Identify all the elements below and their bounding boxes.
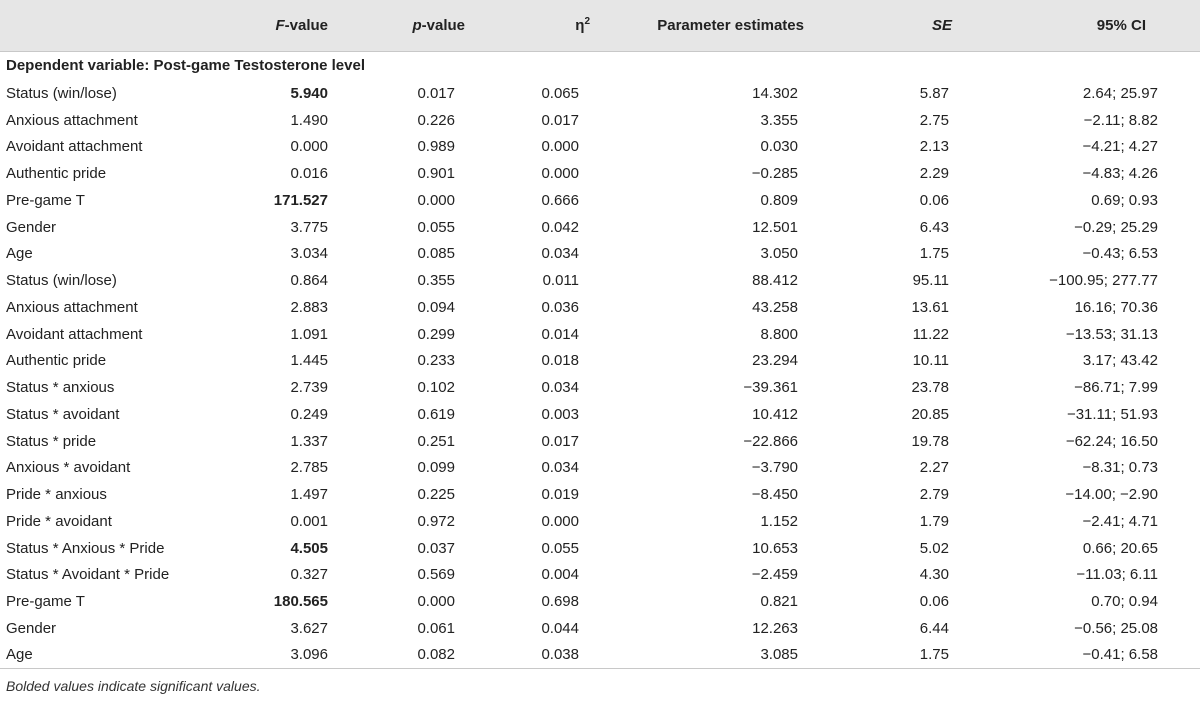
header-se-italic: SE	[931, 16, 952, 34]
cell-se: 2.79	[919, 486, 949, 504]
cell-eta-squared: 0.014	[541, 325, 579, 343]
cell-se: 6.44	[919, 619, 949, 637]
cell-p-value: 0.000	[417, 593, 455, 611]
cell-se: 13.61	[911, 298, 949, 316]
cell-se: 10.11	[912, 352, 949, 370]
table-row	[0, 455, 1200, 482]
cell-ci: 0.66; 20.65	[1082, 539, 1158, 557]
cell-label: Status * anxious	[6, 379, 115, 397]
header-f-value	[214, 0, 342, 51]
cell-se: 2.75	[919, 111, 949, 129]
cell-p-value: 0.972	[417, 512, 455, 530]
cell-se: 0.06	[919, 191, 949, 209]
cell-f-value: 1.497	[290, 486, 328, 504]
table-row	[0, 535, 1200, 562]
cell-ci: 0.70; 0.94	[1091, 593, 1158, 611]
cell-p-value: 0.251	[417, 432, 455, 450]
cell-parameter-estimate: −22.866	[743, 432, 798, 450]
cell-p-value: 0.017	[417, 84, 455, 102]
cell-se: 5.87	[919, 84, 949, 102]
cell-f-value: 1.337	[290, 432, 328, 450]
cell-label: Status * avoidant	[6, 405, 120, 423]
cell-parameter-estimate: 0.030	[760, 138, 798, 156]
cell-ci: −11.03; 6.11	[1076, 566, 1158, 584]
cell-se: 5.02	[919, 539, 949, 557]
cell-label: Anxious attachment	[6, 298, 138, 316]
cell-se: 11.22	[912, 325, 949, 343]
cell-parameter-estimate: 10.653	[752, 539, 798, 557]
cell-label: Anxious attachment	[6, 111, 138, 129]
table-footnote: Bolded values indicate significant values.	[6, 678, 261, 694]
cell-eta-squared: 0.018	[541, 352, 579, 370]
cell-p-value: 0.102	[417, 379, 455, 397]
cell-p-value: 0.901	[417, 165, 455, 183]
cell-eta-squared: 0.034	[541, 245, 579, 263]
cell-eta-squared: 0.042	[541, 218, 579, 236]
section-row	[0, 51, 1200, 80]
cell-label: Avoidant attachment	[6, 138, 143, 156]
cell-ci: −2.41; 4.71	[1082, 512, 1158, 530]
cell-ci: 2.64; 25.97	[1082, 84, 1158, 102]
cell-f-value: 3.096	[214, 642, 342, 669]
cell-parameter-estimate: 0.809	[760, 191, 798, 209]
cell-p-value: 0.225	[417, 486, 455, 504]
cell-ci: 3.17; 43.42	[1082, 352, 1158, 370]
cell-eta-squared: 0.034	[541, 459, 579, 477]
cell-eta-squared: 0.044	[541, 619, 579, 637]
cell-ci: 0.69; 0.93	[1091, 191, 1158, 209]
cell-label: Authentic pride	[6, 165, 107, 183]
cell-label: Gender	[6, 218, 57, 236]
cell-parameter-estimate: 8.800	[760, 325, 798, 343]
cell-eta-squared: 0.666	[541, 191, 579, 209]
cell-se: 0.06	[919, 593, 949, 611]
cell-parameter-estimate: −2.459	[751, 566, 798, 584]
cell-f-value: 3.775	[290, 218, 328, 236]
table-row	[0, 294, 1200, 321]
cell-eta-squared: 0.003	[541, 405, 579, 423]
cell-eta-squared: 0.017	[541, 111, 579, 129]
cell-parameter-estimate: 0.821	[760, 593, 798, 611]
header-eta-squared	[489, 0, 616, 51]
cell-f-value: 1.490	[290, 111, 328, 129]
cell-parameter-estimate: −8.450	[751, 486, 798, 504]
cell-ci: −8.31; 0.73	[1082, 459, 1158, 477]
cell-se: 23.78	[911, 379, 949, 397]
cell-ci: −0.56; 25.08	[1074, 619, 1158, 637]
cell-p-value: 0.085	[417, 245, 455, 263]
cell-eta-squared: 0.017	[541, 432, 579, 450]
cell-ci: 16.16; 70.36	[1074, 298, 1158, 316]
header-parameter-estimates: Parameter estimates	[616, 0, 836, 51]
cell-ci: −4.83; 4.26	[1082, 165, 1158, 183]
table-row	[0, 134, 1200, 161]
header-ci: 95% CI	[980, 0, 1200, 51]
table-row	[0, 241, 1200, 268]
cell-label: Pride * anxious	[6, 486, 107, 504]
cell-parameter-estimate: 14.302	[752, 84, 798, 102]
cell-eta-squared: 0.065	[541, 84, 579, 102]
cell-f-value: 0.000	[290, 138, 328, 156]
header-eta-base: η	[575, 16, 585, 34]
cell-p-value: 0.299	[417, 325, 455, 343]
cell-f-value: 2.785	[290, 459, 328, 477]
cell-eta-squared: 0.038	[489, 642, 616, 669]
cell-f-value: 2.883	[290, 298, 328, 316]
table-row	[0, 160, 1200, 187]
cell-se: 2.27	[919, 459, 949, 477]
cell-p-value: 0.037	[417, 539, 455, 557]
cell-se: 1.75	[919, 245, 949, 263]
cell-se: 95.11	[912, 272, 949, 290]
table-row	[0, 214, 1200, 241]
header-f-italic: F	[275, 16, 285, 34]
table-row	[0, 107, 1200, 134]
cell-ci: −13.53; 31.13	[1065, 325, 1158, 343]
cell-se: 4.30	[919, 566, 949, 584]
cell-parameter-estimate: −39.361	[743, 379, 798, 397]
table-body	[0, 51, 1200, 669]
table-row	[0, 615, 1200, 642]
cell-f-value: 1.091	[290, 325, 328, 343]
table-row	[0, 187, 1200, 214]
cell-p-value: 0.989	[417, 138, 455, 156]
cell-se: 20.85	[911, 405, 949, 423]
cell-f-value: 5.940	[290, 84, 328, 102]
cell-eta-squared: 0.036	[541, 298, 579, 316]
header-f-rest: -value	[284, 16, 328, 34]
cell-parameter-estimate: 12.501	[752, 218, 798, 236]
cell-ci: −31.11; 51.93	[1066, 405, 1158, 423]
cell-label: Gender	[6, 619, 57, 637]
header-label	[0, 0, 214, 51]
header-row	[0, 0, 1200, 51]
header-p-rest: -value	[421, 16, 465, 34]
cell-f-value: 3.034	[290, 245, 328, 263]
table-row	[0, 374, 1200, 401]
cell-label: Age	[0, 642, 214, 669]
cell-parameter-estimate: 1.152	[760, 512, 798, 530]
cell-label: Avoidant attachment	[6, 325, 143, 343]
cell-se: 6.43	[919, 218, 949, 236]
cell-parameter-estimate: −3.790	[751, 459, 798, 477]
cell-eta-squared: 0.004	[541, 566, 579, 584]
cell-label: Authentic pride	[6, 352, 107, 370]
cell-ci: −62.24; 16.50	[1065, 432, 1158, 450]
cell-eta-squared: 0.019	[541, 486, 579, 504]
cell-p-value: 0.000	[417, 191, 455, 209]
cell-f-value: 2.739	[290, 379, 328, 397]
cell-f-value: 180.565	[273, 593, 328, 611]
cell-eta-squared: 0.055	[541, 539, 579, 557]
cell-label: Anxious * avoidant	[6, 459, 131, 477]
cell-parameter-estimate: 3.050	[760, 245, 798, 263]
cell-parameter-estimate: 23.294	[752, 352, 798, 370]
cell-se: 1.79	[919, 512, 949, 530]
cell-p-value: 0.099	[417, 459, 455, 477]
cell-ci: −0.29; 25.29	[1074, 218, 1158, 236]
cell-p-value: 0.061	[417, 619, 455, 637]
table-header	[0, 0, 1200, 51]
cell-parameter-estimate: 43.258	[752, 298, 798, 316]
cell-label: Status (win/lose)	[6, 272, 117, 290]
table-row	[0, 588, 1200, 615]
cell-p-value: 0.569	[417, 566, 455, 584]
cell-f-value: 1.445	[290, 352, 328, 370]
cell-label: Pre-game T	[6, 593, 85, 611]
cell-p-value: 0.619	[417, 405, 455, 423]
table-row	[0, 80, 1200, 107]
cell-ci: −2.11; 8.82	[1083, 111, 1158, 129]
cell-f-value: 171.527	[273, 191, 328, 209]
table-row	[0, 642, 1200, 669]
table-row	[0, 508, 1200, 535]
section-title: Dependent variable: Post-game Testosterone level	[6, 57, 365, 75]
cell-label: Status (win/lose)	[6, 84, 117, 102]
cell-p-value: 0.233	[417, 352, 455, 370]
table-row	[0, 348, 1200, 375]
cell-eta-squared: 0.698	[541, 593, 579, 611]
cell-p-value: 0.055	[417, 218, 455, 236]
cell-parameter-estimate: 12.263	[752, 619, 798, 637]
cell-f-value: 0.327	[290, 566, 328, 584]
cell-f-value: 3.627	[290, 619, 328, 637]
cell-ci: −0.41; 6.58	[980, 642, 1200, 669]
cell-p-value: 0.226	[417, 111, 455, 129]
cell-se: 19.78	[911, 432, 949, 450]
cell-f-value: 4.505	[290, 539, 328, 557]
cell-parameter-estimate: 3.085	[616, 642, 836, 669]
cell-label: Pre-game T	[6, 191, 85, 209]
cell-f-value: 0.001	[290, 512, 328, 530]
table-row	[0, 401, 1200, 428]
table-row	[0, 562, 1200, 589]
cell-ci: −86.71; 7.99	[1074, 379, 1158, 397]
cell-parameter-estimate: 88.412	[752, 272, 798, 290]
cell-eta-squared: 0.000	[541, 165, 579, 183]
cell-f-value: 0.249	[290, 405, 328, 423]
cell-f-value: 0.016	[290, 165, 328, 183]
cell-se: 2.29	[919, 165, 949, 183]
cell-ci: −14.00; −2.90	[1065, 486, 1158, 504]
cell-p-value: 0.082	[342, 642, 489, 669]
cell-eta-squared: 0.011	[542, 272, 579, 290]
cell-ci: −100.95; 277.77	[1049, 272, 1158, 290]
cell-label: Status * pride	[6, 432, 97, 450]
table-row	[0, 321, 1200, 348]
header-se	[836, 0, 980, 51]
table-row	[0, 481, 1200, 508]
cell-f-value: 0.864	[290, 272, 328, 290]
cell-label: Status * Anxious * Pride	[6, 539, 165, 557]
cell-eta-squared: 0.000	[541, 512, 579, 530]
cell-label: Status * Avoidant * Pride	[6, 566, 170, 584]
cell-eta-squared: 0.034	[541, 379, 579, 397]
cell-p-value: 0.094	[417, 298, 455, 316]
header-eta-sup: 2	[584, 15, 590, 27]
cell-se: 1.75	[836, 642, 980, 669]
cell-parameter-estimate: 10.412	[752, 405, 798, 423]
table-row	[0, 267, 1200, 294]
table-row	[0, 428, 1200, 455]
cell-parameter-estimate: 3.355	[760, 111, 798, 129]
header-p-value	[342, 0, 489, 51]
cell-p-value: 0.355	[417, 272, 455, 290]
cell-eta-squared: 0.000	[541, 138, 579, 156]
cell-ci: −4.21; 4.27	[1082, 138, 1158, 156]
header-p-italic: p	[412, 16, 422, 34]
cell-se: 2.13	[919, 138, 949, 156]
cell-label: Pride * avoidant	[6, 512, 112, 530]
cell-ci: −0.43; 6.53	[1082, 245, 1158, 263]
cell-parameter-estimate: −0.285	[751, 165, 798, 183]
cell-label: Age	[6, 245, 33, 263]
